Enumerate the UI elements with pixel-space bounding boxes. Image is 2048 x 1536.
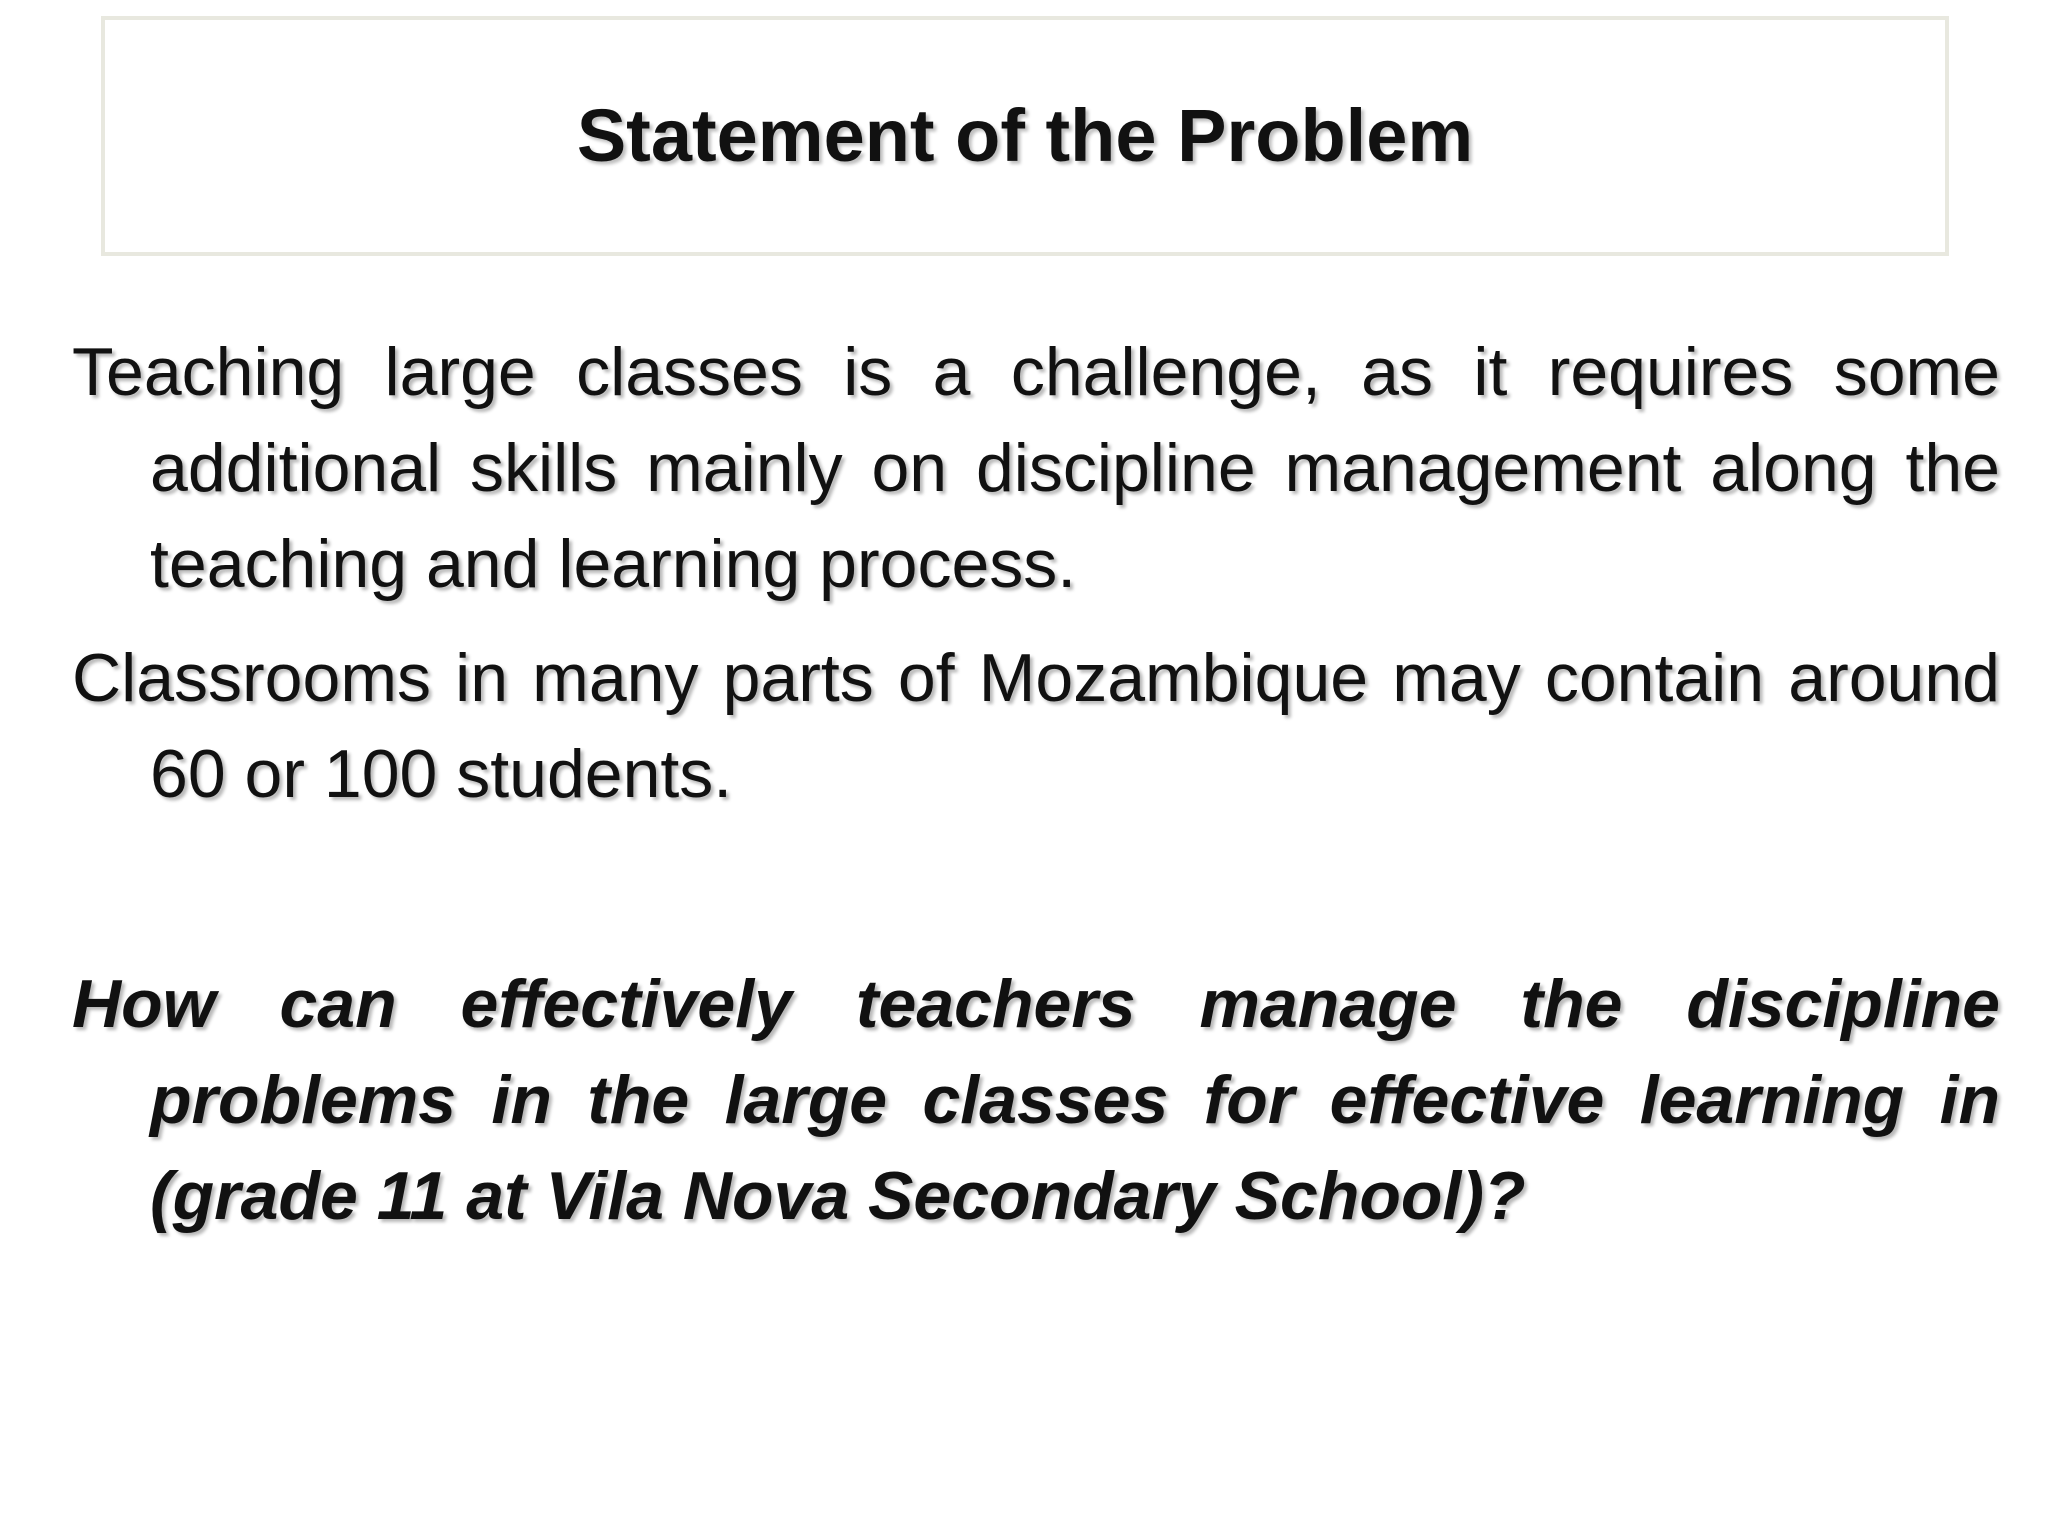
paragraph-mozambique-classrooms: Classrooms in many parts of Mozambique may contain around 60 or 100 students.	[72, 640, 2000, 812]
paragraph-large-classes-challenge: Teaching large classes is a challenge, as it requires some additional skills mainly on discipline management along the teaching and learning process.	[72, 334, 2000, 602]
research-question: How can effectively teachers manage the discipline problems in the large classes for effective learning in (grade 11 at Vila Nova Secondary School)?	[72, 966, 2000, 1234]
slide-title: Statement of the Problem	[576, 94, 1474, 177]
title-box	[101, 16, 1949, 256]
